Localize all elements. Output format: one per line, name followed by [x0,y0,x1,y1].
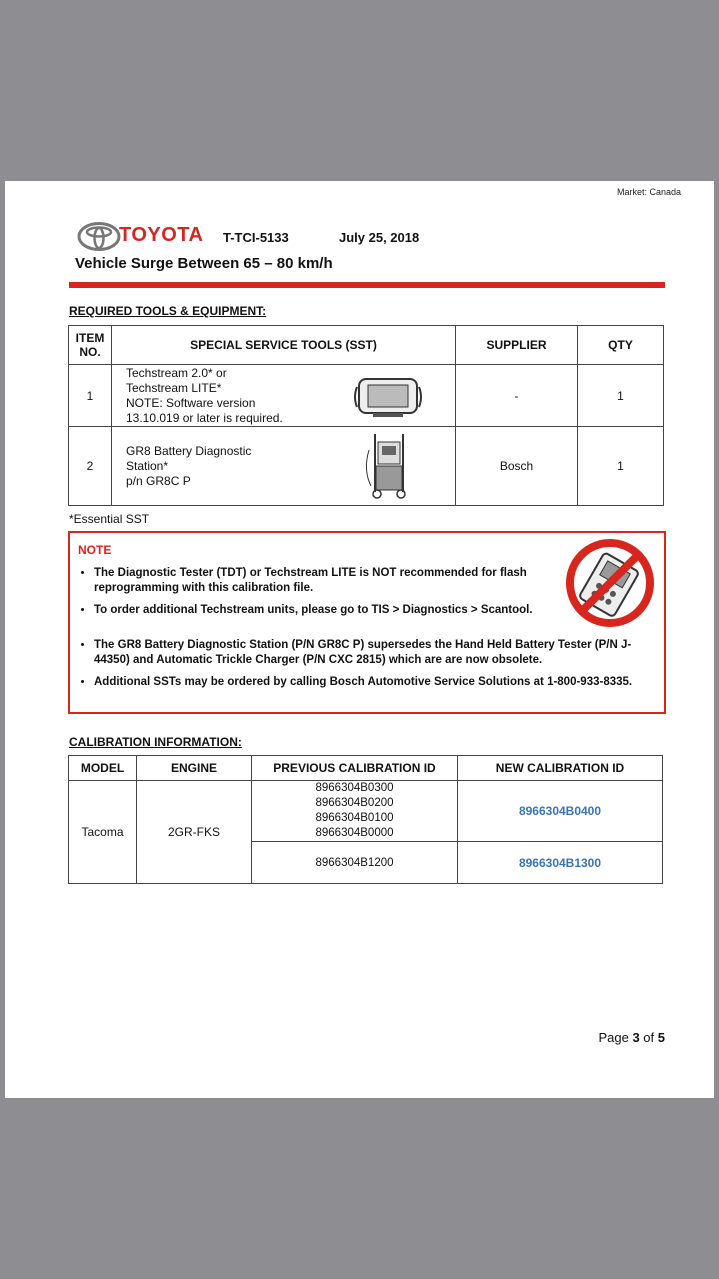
tools-header-row [69,326,664,365]
col-engine: ENGINE [137,756,252,781]
tools-table [68,325,664,506]
col-model: MODEL [69,756,137,781]
header-divider [69,282,665,288]
new-id-cell: 8966304B1300 [458,842,663,884]
supplier: Bosch [456,427,578,506]
engine-cell: 2GR-FKS [137,781,252,884]
document-number: T-TCI-5133 [223,230,289,245]
note-item: • To order additional Techstream units, please go to TIS > Diagnostics > Scantool. [94,603,574,618]
col-previous-id: PREVIOUS CALIBRATION ID [252,756,458,781]
current-page: 3 [632,1030,640,1045]
calibration-heading: CALIBRATION INFORMATION: [69,735,242,749]
note-list [80,566,574,625]
document-page [5,181,714,1098]
tool-description [112,427,456,506]
page-number [598,1030,665,1045]
calibration-header-row [69,756,663,781]
tool-line: GR8 Battery Diagnostic [126,443,252,458]
previous-id: 8966304B1200 [252,842,458,884]
col-qty: QTY [578,326,664,365]
page-label: Page [598,1030,629,1045]
previous-id-cell [252,781,458,842]
previous-id: 8966304B0100 [315,812,394,824]
tool-description [112,365,456,427]
toyota-logo-icon [77,222,121,251]
battery-station-icon [361,430,417,500]
document-title: Vehicle Surge Between 65 – 80 km/h [75,255,333,272]
table-row [69,781,663,842]
note-item: • The Diagnostic Tester (TDT) or Techstream LITE is NOT recommended for flash reprogramming with this calibration file. [94,566,574,596]
no-tester-prohibited-icon [564,537,656,629]
quantity: 1 [578,365,664,427]
tool-line: p/n GR8C P [126,473,191,488]
note-title: NOTE [78,543,112,557]
note-item: • The GR8 Battery Diagnostic Station (P/N GR8C P) supersedes the Hand Held Battery Tester (P/N J-44350) and Automatic Trickle Charger (P/N CXC 2815) which are are now obsolete. [94,638,654,668]
calibration-table [68,755,663,884]
note-item: • Additional SSTs may be ordered by calling Bosch Automotive Service Solutions at 1-800-933-8335. [94,675,654,690]
previous-id: 8966304B0300 [315,782,394,794]
supplier: - [456,365,578,427]
tool-line: 13.10.019 or later is required. [126,410,283,425]
note-box [68,531,666,714]
tool-line: Techstream LITE* [126,380,222,395]
table-row [69,427,664,506]
document-date: July 25, 2018 [339,230,420,245]
model-cell: Tacoma [69,781,137,884]
tools-heading: REQUIRED TOOLS & EQUIPMENT: [69,304,267,318]
brand-name: TOYOTA [119,224,204,246]
previous-id: 8966304B0000 [315,827,394,839]
col-new-id: NEW CALIBRATION ID [458,756,663,781]
table-row [69,365,664,427]
item-number: 1 [69,365,112,427]
new-id-cell: 8966304B0400 [458,781,663,842]
previous-id: 8966304B0200 [315,797,394,809]
techstream-tablet-icon [353,373,423,421]
quantity: 1 [578,427,664,506]
tool-line: NOTE: Software version [126,395,256,410]
market-label: Market: Canada [616,187,681,197]
col-sst: SPECIAL SERVICE TOOLS (SST) [112,326,456,365]
col-item-no: ITEM NO. [69,326,112,365]
tool-line: Station* [126,458,169,473]
total-pages: 5 [657,1030,665,1045]
col-supplier: SUPPLIER [456,326,578,365]
note-list [80,638,654,697]
tool-line: Techstream 2.0* or [126,365,227,380]
item-number: 2 [69,427,112,506]
of-label: of [643,1030,655,1045]
essential-footnote: *Essential SST [69,512,150,526]
